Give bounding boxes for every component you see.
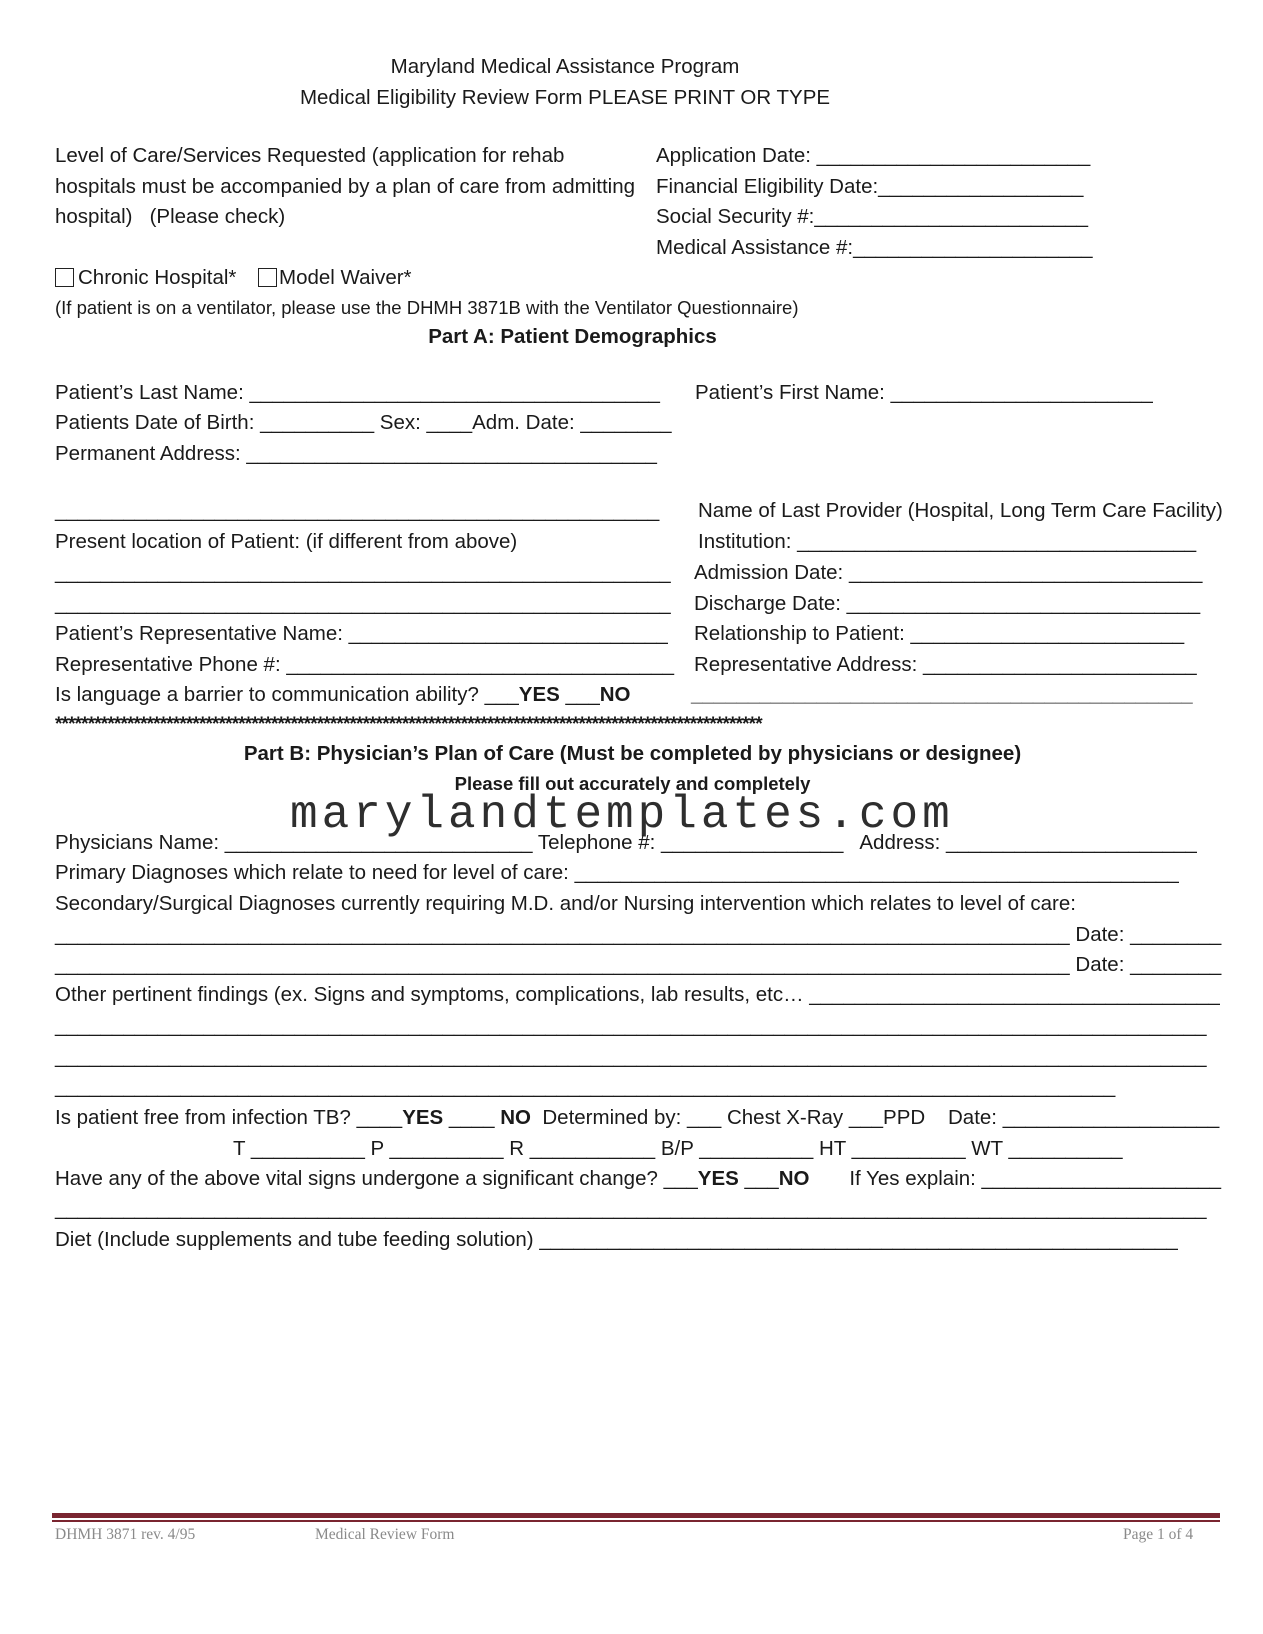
vital-change-no-option[interactable]: NO <box>778 1167 810 1190</box>
vital-change-explain-field[interactable]: If Yes explain: _____________________ <box>809 1167 1221 1190</box>
diet-field[interactable]: Diet (Include supplements and tube feeding solution) ________________________________________________________ <box>55 1228 1178 1251</box>
medical-assistance-number-field[interactable]: Medical Assistance #:_____________________ <box>656 236 1093 259</box>
footer-form-name: Medical Review Form <box>315 1526 455 1543</box>
findings-blank-3[interactable]: _____________________________________________________________________________________________ <box>55 1075 1116 1098</box>
relationship-field[interactable]: Relationship to Patient: ________________________ <box>694 622 1185 645</box>
chronic-hospital-label: Chronic Hospital* <box>78 266 237 289</box>
first-name-field[interactable]: Patient’s First Name: _______________________ <box>695 381 1153 404</box>
language-yes-option[interactable]: YES <box>518 683 560 706</box>
level-of-care-label-2: hospitals must be accompanied by a plan of care from admitting <box>55 175 635 198</box>
level-of-care-label-3: hospital) (Please check) <box>55 205 286 228</box>
vital-change-label: Have any of the above vital signs undergone a significant change? ___ <box>55 1167 698 1190</box>
part-b-subtitle: Please fill out accurately and completely <box>454 773 811 794</box>
tb-no-blank[interactable]: ____ <box>443 1106 501 1129</box>
tb-question-row[interactable] <box>55 1108 1219 1129</box>
diagnosis-line-1[interactable]: _________________________________________________________________________________________ Date: ________ <box>55 923 1222 946</box>
section-divider-stars: ************************************************************************************************************ <box>55 714 762 735</box>
secondary-diagnoses-label: Secondary/Surgical Diagnoses currently requiring M.D. and/or Nursing intervention which relates to level of care: <box>55 892 1076 915</box>
present-location-blank-2[interactable]: ______________________________________________________ <box>55 592 671 615</box>
last-name-field[interactable]: Patient’s Last Name: ____________________________________ <box>55 381 660 404</box>
other-findings-field[interactable]: Other pertinent findings (ex. Signs and symptoms, complications, lab results, etc… ____________________________________ <box>55 983 1220 1006</box>
physician-name-phone-address-field[interactable]: Physicians Name: ___________________________ Telephone #: ________________ Address: ______________________ <box>55 831 1197 854</box>
tb-yes-option[interactable]: YES <box>402 1106 444 1129</box>
vital-change-yes-option[interactable]: YES <box>697 1167 739 1190</box>
vital-change-no-blank[interactable]: ___ <box>738 1167 779 1190</box>
footer-page-number: Page 1 of 4 <box>1123 1526 1194 1543</box>
tb-question-label: Is patient free from infection TB? ____ <box>55 1106 403 1129</box>
footer-form-id: DHMH 3871 rev. 4/95 <box>55 1526 196 1543</box>
representative-phone-field[interactable]: Representative Phone #: __________________________________ <box>55 653 674 676</box>
application-date-field[interactable]: Application Date: ________________________ <box>656 144 1091 167</box>
representative-address-field[interactable]: Representative Address: ________________________ <box>694 653 1197 676</box>
financial-eligibility-date-field[interactable]: Financial Eligibility Date:__________________ <box>656 175 1084 198</box>
tb-no-option[interactable]: NO <box>500 1106 531 1129</box>
permanent-address-field[interactable]: Permanent Address: ____________________________________ <box>55 442 657 465</box>
findings-blank-1[interactable]: _____________________________________________________________________________________________________ <box>55 1014 1207 1037</box>
model-waiver-checkbox[interactable] <box>258 268 277 287</box>
institution-field[interactable]: Institution: ___________________________________ <box>698 530 1197 553</box>
tb-determined-by-field[interactable]: Determined by: ___ Chest X-Ray ___PPD Date: ___________________ <box>530 1106 1220 1129</box>
chronic-hospital-checkbox[interactable] <box>55 268 74 287</box>
part-a-title: Part A: Patient Demographics <box>428 325 717 348</box>
representative-name-field[interactable]: Patient’s Representative Name: ____________________________ <box>55 622 668 645</box>
findings-blank-2[interactable]: _____________________________________________________________________________________________________ <box>55 1045 1207 1068</box>
address-blank-line[interactable]: _____________________________________________________ <box>55 499 660 522</box>
footer-rule-thick <box>52 1513 1220 1518</box>
ventilator-note: (If patient is on a ventilator, please use the DHMH 3871B with the Ventilator Questionnaire) <box>55 297 799 318</box>
vital-change-question-row[interactable] <box>55 1169 1221 1190</box>
present-location-blank-1[interactable]: ______________________________________________________ <box>55 561 671 584</box>
representative-address-blank[interactable]: ____________________________________________ <box>691 683 1193 706</box>
part-b-title: Part B: Physician’s Plan of Care (Must be completed by physicians or designee) <box>243 742 1022 765</box>
footer-rule-thin <box>52 1520 1220 1522</box>
primary-diagnoses-field[interactable]: Primary Diagnoses which relate to need for level of care: _____________________________________________________ <box>55 861 1179 884</box>
vital-signs-fields[interactable]: T __________ P __________ R ___________ B/P __________ HT __________ WT __________ <box>233 1137 1123 1160</box>
dob-sex-admission-field[interactable]: Patients Date of Birth: __________ Sex: ____Adm. Date: ________ <box>55 411 672 434</box>
language-barrier-question[interactable] <box>55 685 630 706</box>
discharge-date-field[interactable]: Discharge Date: _______________________________ <box>694 592 1201 615</box>
present-location-label: Present location of Patient: (if different from above) <box>55 530 518 553</box>
language-no-blank[interactable]: ___ <box>559 683 600 706</box>
form-title: Medical Eligibility Review Form PLEASE PRINT OR TYPE <box>299 86 831 109</box>
vital-change-blank[interactable]: _____________________________________________________________________________________________________ <box>55 1197 1207 1220</box>
diagnosis-line-2[interactable]: _________________________________________________________________________________________ Date: ________ <box>55 953 1222 976</box>
model-waiver-label: Model Waiver* <box>279 266 412 289</box>
admission-date-field[interactable]: Admission Date: _______________________________ <box>694 561 1203 584</box>
social-security-field[interactable]: Social Security #:________________________ <box>656 205 1089 228</box>
language-no-option[interactable]: NO <box>599 683 631 706</box>
form-program-title: Maryland Medical Assistance Program <box>390 55 740 78</box>
watermark: marylandtemplates.com <box>290 789 954 841</box>
last-provider-label: Name of Last Provider (Hospital, Long Term Care Facility) <box>698 499 1223 522</box>
level-of-care-label-1: Level of Care/Services Requested (application for rehab <box>55 144 565 167</box>
language-question-label: Is language a barrier to communication ability? ___ <box>55 683 519 706</box>
